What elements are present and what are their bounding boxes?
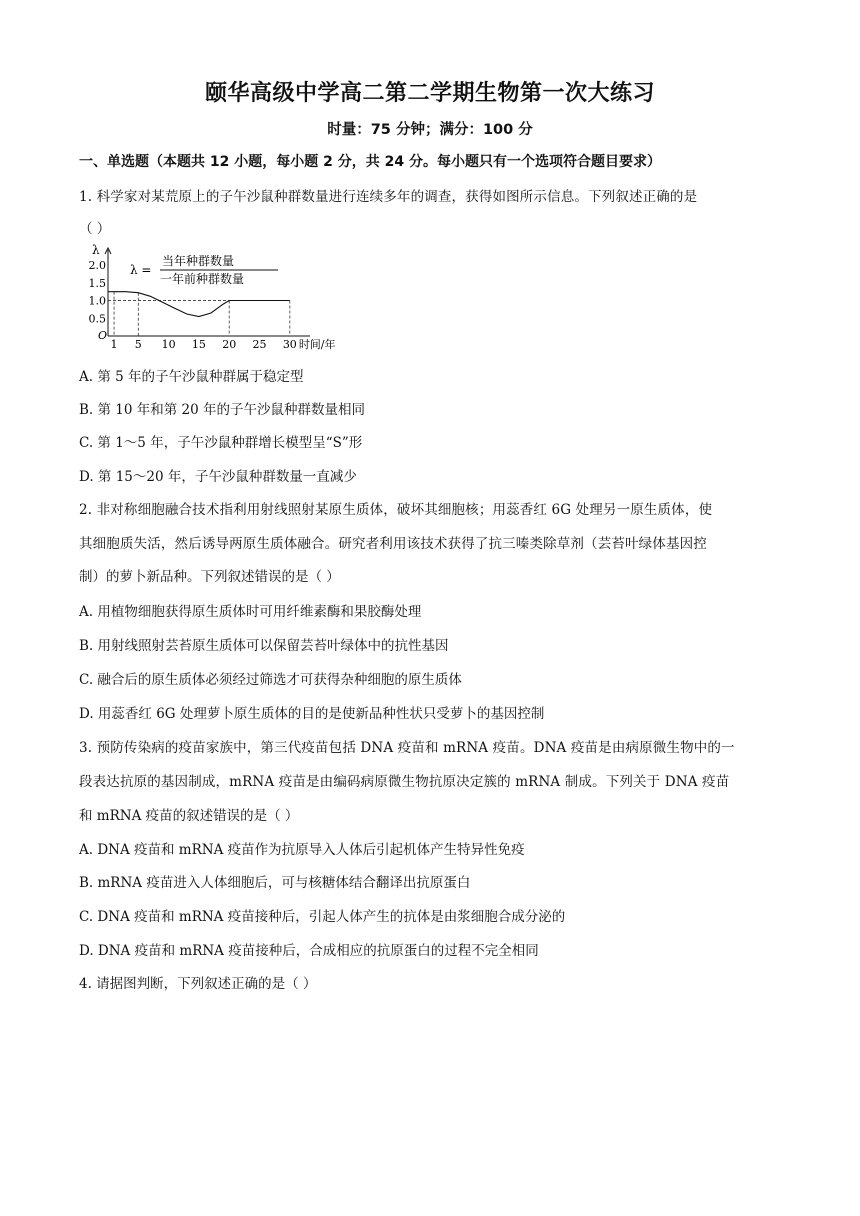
chart-series [108,292,290,317]
y-tick-label: 0.5 [88,312,106,326]
origin-label: O [98,329,108,342]
chart-guides [108,292,290,336]
q1-option-d[interactable]: D. 第 15～20 年，子午沙鼠种群数量一直减少 [79,469,357,485]
q2-option-d[interactable]: D. 用蕊香红 6G 处理萝卜原生质体的目的是使新品种性状只受萝卜的基因控制 [79,706,545,722]
x-tick-label: 20 [222,338,237,351]
q1-option-b[interactable]: B. 第 10 年和第 20 年的子午沙鼠种群数量相同 [79,402,366,418]
x-tick-label: 25 [252,338,267,351]
q3-option-d[interactable]: D. DNA 疫苗和 mRNA 疫苗接种后，合成相应的抗原蛋白的过程不完全相同 [79,943,539,959]
q3-option-a[interactable]: A. DNA 疫苗和 mRNA 疫苗作为抗原导入人体后引起机体产生特异性免疫 [79,842,525,858]
q4-stem-line1: 4. 请据图判断，下列叙述正确的是（ ） [79,976,317,992]
q2-option-a[interactable]: A. 用植物细胞获得原生质体时可用纤维素酶和果胶酶处理 [79,604,422,620]
y-tick-label: 1.5 [88,276,106,290]
q2-stem-line1: 2. 非对称细胞融合技术指利用射线照射某原生质体，破坏其细胞核；用蕊香红 6G 处理另一原生质体，使 [79,502,713,518]
q2-option-b[interactable]: B. 用射线照射芸苔原生质体可以保留芸苔叶绿体中的抗性基因 [79,638,449,654]
q3-stem-line2: 段表达抗原的基因制成，mRNA 疫苗是由编码病原微生物抗原决定簇的 mRNA 制成。下列关于 DNA 疫苗 [79,774,730,790]
formula-lhs: λ = [130,263,152,277]
lambda-series-line [114,292,290,317]
q1-stem-line2: （ ） [79,221,111,237]
q1-stem-line1: 1. 科学家对某荒原上的子午沙鼠种群数量进行连续多年的调查，获得如图所示信息。下列叙述正确的是 [79,189,698,205]
q1-option-c[interactable]: C. 第 1～5 年，子午沙鼠种群增长模型呈“S”形 [79,435,363,451]
lambda-chart [84,243,336,354]
y-tick-label: 1.0 [88,294,106,308]
q1-option-a[interactable]: A. 第 5 年的子午沙鼠种群属于稳定型 [79,369,304,385]
formula-denominator: 一年前种群数量 [160,272,245,286]
x-tick-label: 15 [191,338,206,351]
q2-option-c[interactable]: C. 融合后的原生质体必须经过筛选才可获得杂种细胞的原生质体 [79,672,462,688]
x-tick-label: 30 [282,338,297,351]
x-tick-label: 1 [110,338,118,351]
q3-option-c[interactable]: C. DNA 疫苗和 mRNA 疫苗接种后，引起人体产生的抗体是由浆细胞合成分泌的 [79,909,566,925]
chart-formula [130,253,278,286]
section-heading: 一、单选题（本题共 12 小题，每小题 2 分，共 24 分。每小题只有一个选项符合题目要求） [79,154,661,170]
x-tick-label: 10 [161,338,176,351]
x-tick-label: 5 [134,338,142,351]
x-axis-label: 时间/年 [298,338,336,351]
lambda-chart-svg [84,243,336,354]
q3-option-b[interactable]: B. mRNA 疫苗进入人体细胞后，可与核糖体结合翻译出抗原蛋白 [79,875,471,891]
q2-stem-line3: 制）的萝卜新品种。下列叙述错误的是（ ） [79,569,340,585]
exam-title: 颐华高级中学高二第二学期生物第一次大练习 [204,81,655,106]
q2-stem-line2: 其细胞质失活，然后诱导两原生质体融合。研究者利用该技术获得了抗三嗪类除草剂（芸苔叶绿体基因控 [79,536,707,552]
y-tick-label: 2.0 [88,259,106,273]
formula-numerator: 当年种群数量 [162,254,235,268]
exam-subtitle: 时量：75 分钟；满分：100 分 [327,122,533,138]
q3-stem-line3: 和 mRNA 疫苗的叙述错误的是（ ） [79,808,299,824]
q3-stem-line1: 3. 预防传染病的疫苗家族中，第三代疫苗包括 DNA 疫苗和 mRNA 疫苗。DNA 疫苗是由病原微生物中的一 [79,740,735,756]
y-axis-label: λ [92,243,100,257]
